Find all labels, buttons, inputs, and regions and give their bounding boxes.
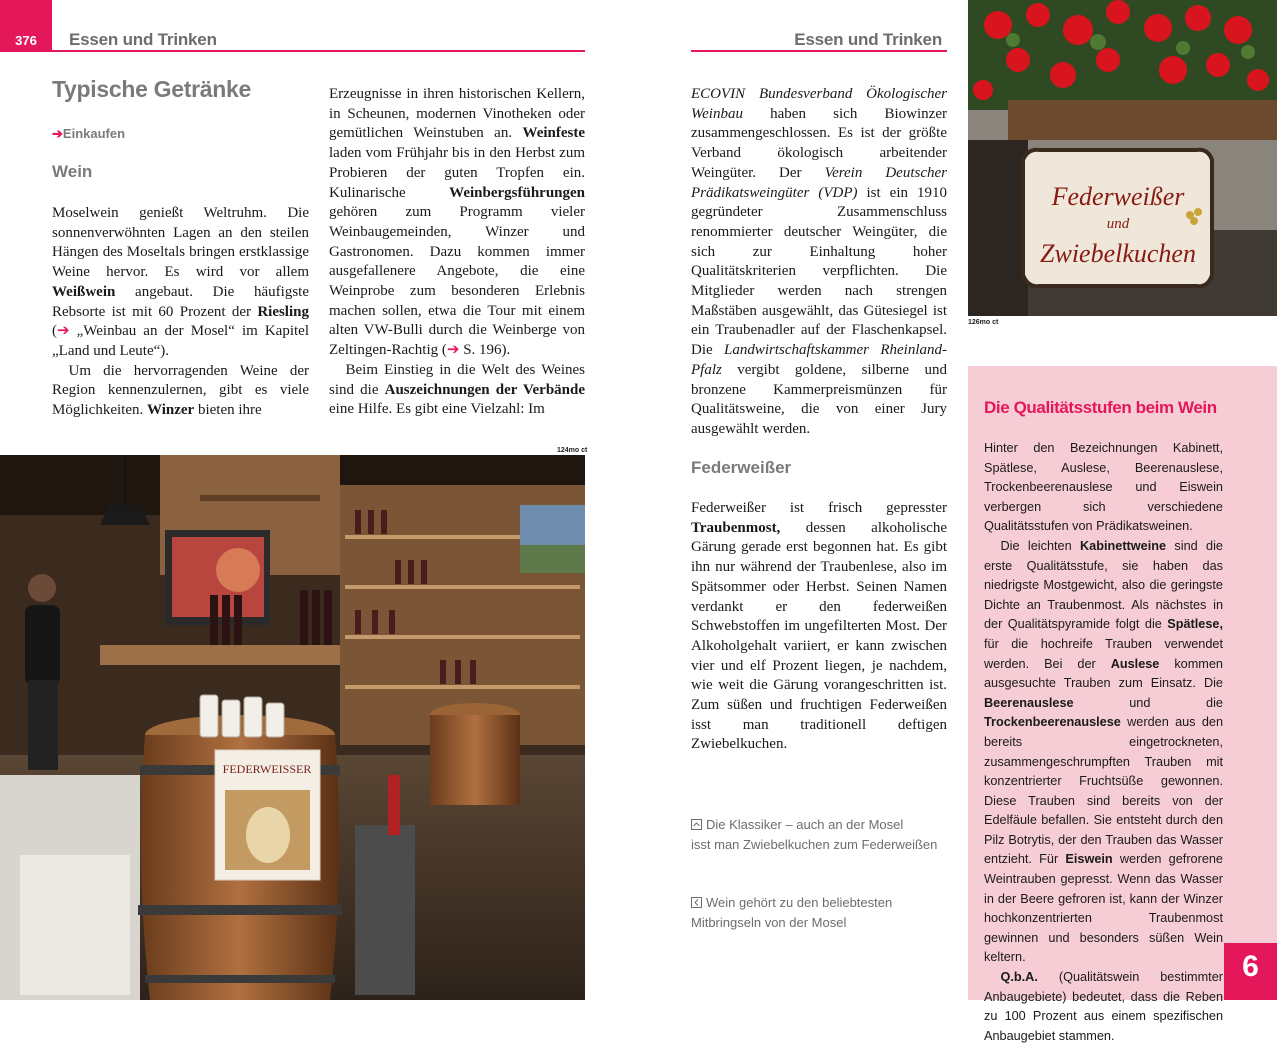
running-title-left: Essen und Trinken <box>69 30 217 49</box>
text-column-4 <box>691 499 947 755</box>
caption-up: Die Klassiker – auch an der Mosel isst man Zwiebelkuchen zum Federweißen <box>691 817 938 852</box>
photo-credit-left: 124mo ct <box>557 447 588 454</box>
sign-line-2: und <box>1106 216 1130 232</box>
arrow-up-icon <box>691 819 702 830</box>
sign-illustration <box>968 0 1277 316</box>
info-box-title: Die Qualitätsstufen beim Wein <box>984 398 1217 417</box>
text-column-3 <box>691 85 947 440</box>
running-title-right: Essen und Trinken <box>794 30 942 49</box>
cross-reference-label: Einkaufen <box>62 126 126 141</box>
wine-shop-illustration <box>0 455 585 1000</box>
cross-reference[interactable] <box>52 126 125 142</box>
paragraph: Um die hervorragenden Weine der Region kennenzulernen, gibt es viele Möglichkeiten. Winzer bieten ihre <box>52 362 309 419</box>
chapter-tab: 6 <box>1224 943 1277 1000</box>
wine-shop-photo <box>0 455 585 1000</box>
section-heading: Typische Getränke <box>52 76 252 102</box>
paragraph: Erzeugnisse in ihren historischen Kellern, in Scheunen, modernen Vinotheken oder gemütlichen Weinstuben an. Weinfeste laden vom Frühjahr bis in den Herbst zum Probieren der guten Tropfen ein. Kulinarische Weinbergsführungen gehören zum Programm vieler Weinbaugemeinden, Winzer und Gastronomen. Dazu kommen immer ausgefallenere Angebote, die eine Weinprobe zum besonderen Erlebnis machen sollen, etwa die Tour mit einem alten VW-Bulli durch die Weinberge von Zeltingen-Rachtig (➔ S. 196). <box>329 86 585 359</box>
photo-credit-right: 126mo ct <box>968 319 999 326</box>
arrow-icon: ➔ <box>52 126 63 141</box>
paragraph: Q.b.A. (Qualitätswein bestimmter Anbaugebiete) bedeutet, dass die Reben zu 100 Prozent aus einem spezifischen Anbaugebiet stammen. <box>984 970 1223 1043</box>
subheading-wein: Wein <box>52 162 93 181</box>
header-rule-left <box>52 50 585 52</box>
paragraph: Federweißer ist frisch gepresster Traubenmost, dessen alkoholische Gärung gerade erst begonnen hat. Es gibt ihn nur während der Traubenlese, also im Spätsommer oder Herbst. Seinen Namen verdankt er den federweißen Schwebstoffen im ungefilterten Most. Der Alkoholgehalt variiert, er kann zwischen vier und elf Prozent liegen, je nachdem, wie weit die Gärung vorangeschritten ist. Zum süßen und fruchtigen Federweißen isst man traditionell deftigen Zwiebelkuchen. <box>691 500 947 753</box>
paragraph: Moselwein genießt Weltruhm. Die sonnenverwöhnten Lagen an den steilen Hängen des Moseltals bringen erstklassige Weine hervor. Es wird vor allem Weißwein angebaut. Die häufigste Rebsorte ist mit 60 Prozent der Riesling (➔ „Weinbau an der Mosel“ im Kapitel „Land und Leute“). <box>52 205 309 359</box>
paragraph: Beim Einstieg in die Welt des Weines sind die Auszeichnungen der Verbände eine Hilfe. Es gibt eine Vielzahl: Im <box>329 361 585 418</box>
sign-line-3: Zwiebelkuchen <box>1040 239 1196 268</box>
subheading-federweisser: Federweißer <box>691 458 792 477</box>
poster-title: FEDERWEISSER <box>222 762 312 776</box>
page-number: 376 <box>15 33 37 48</box>
header-rule-right <box>691 50 947 52</box>
paragraph: Hinter den Bezeichnungen Kabinett, Spätlese, Auslese, Beerenauslese, Trockenbeerenauslese und Eiswein verbergen sich verschiedene Qualitätsstufen von Prädikatsweinen. <box>984 441 1223 534</box>
caption-left: Wein gehört zu den beliebtesten Mitbringseln von der Mosel <box>691 895 893 930</box>
arrow-icon: ➔ <box>57 323 70 340</box>
info-box-text <box>984 439 1223 1046</box>
text-column-2 <box>329 85 585 420</box>
paragraph: Die leichten Kabinettweine sind die erste Qualitätsstufe, sie haben das niedrigste Mostgewicht, also die geringste Dichte an Traubenmost. Als nächstes in der Qualitätspyramide folgt die Spätlese, für die hochreife Trauben verwendet werden. Bei der Auslese kommen ausgesuchte Trauben zum Einsatz. Die Beerenauslese und die Trockenbeerenauslese werden aus den bereits eingetrockneten, zusammengeschrumpften Trauben mit konzentrierter Fruchtsüße gewonnen. Diese Trauben sind bereits von der Edelfäule befallen. Sie entsteht durch den Pilz Botrytis, der den Trauben das Wasser entzieht. Für Eiswein werden gefrorene Weintrauben gepresst. Wenn das Wasser in der Beere gefroren ist, kann der Winzer hochkonzentrierten Traubenmost gewinnen und besonders süßen Wein keltern. <box>984 538 1223 965</box>
arrow-left-icon <box>691 897 702 908</box>
paragraph: ECOVIN Bundesverband Ökologischer Weinbau haben sich Biowinzer zusammengeschlossen. Es ist der größte Verband ökologisch arbeitender Weingüter. Der Verein Deutscher Prädikatsweingüter (VDP) ist ein 1910 gegründeter Zusammenschluss renommierter deutscher Weingüter, die sich zur Einhaltung hoher Qualitätskriterien verpflichten. Die Mitglieder werden nach strengen Maßstäben ausgewählt, das Gütesiegel ist ein Traubenadler auf der Flaschenkapsel. Die Landwirtschaftskammer Rheinland-Pfalz vergibt goldene, silberne und bronzene Kammerpreismünzen für Qualitätsweine, die von einer Jury ausgewählt werden. <box>691 86 947 437</box>
arrow-icon: ➔ <box>446 342 460 359</box>
text-column-1 <box>52 204 309 421</box>
sign-line-1: Federweißer <box>1051 182 1185 211</box>
federweisser-sign-photo <box>968 0 1277 316</box>
